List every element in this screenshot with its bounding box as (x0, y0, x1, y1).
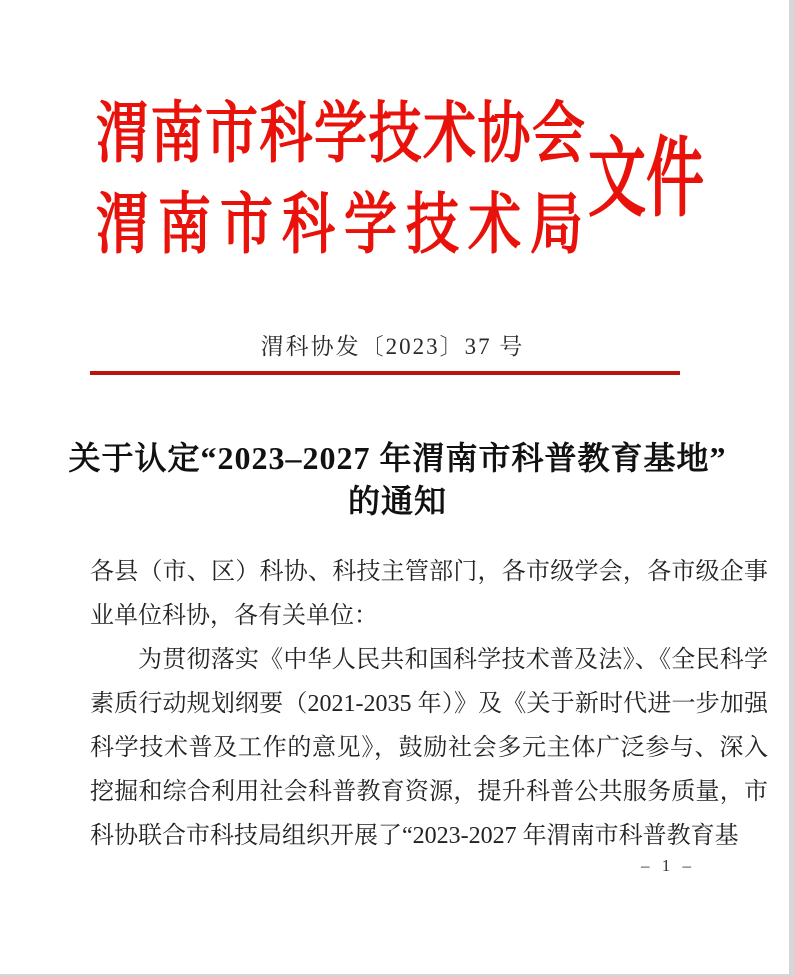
doc-number: 渭科协发〔2023〕37 号 (260, 334, 525, 359)
agency-name-line2: 渭南市科学技术局 (96, 189, 592, 262)
title-line-2: 的通知 (347, 483, 447, 519)
title-line-1: 关于认定“2023–2027 年渭南市科普教育基地” (68, 440, 727, 476)
document-title (0, 437, 795, 523)
page-number: – 1 – (641, 856, 695, 875)
body-line: 挖掘和综合利用社会科普教育资源，提升科普公共服务质量，市 (90, 779, 768, 805)
body-line: 为贯彻落实《中华人民共和国科学技术普及法》、《全民科学 (138, 647, 768, 673)
body-line: 科学技术普及工作的意见》，鼓励社会多元主体广泛参与、深入 (90, 735, 768, 761)
body-line: 业单位科协，各有关单位： (90, 603, 378, 629)
agency-name-line1: 渭南市科学技术协会 (96, 98, 587, 171)
body-line: 科协联合市科技局组织开展了“2023-2027 年渭南市科普教育基 (90, 823, 739, 849)
red-separator-line (90, 371, 680, 375)
body-line: 各县（市、区）科协、科技主管部门，各市级学会，各市级企事 (90, 559, 768, 585)
body-paragraphs (90, 550, 768, 858)
body-line: 素质行动规划纲要（2021-2035 年）》及《关于新时代进一步加强 (90, 691, 768, 717)
doc-type-label: 文件 (588, 130, 705, 228)
